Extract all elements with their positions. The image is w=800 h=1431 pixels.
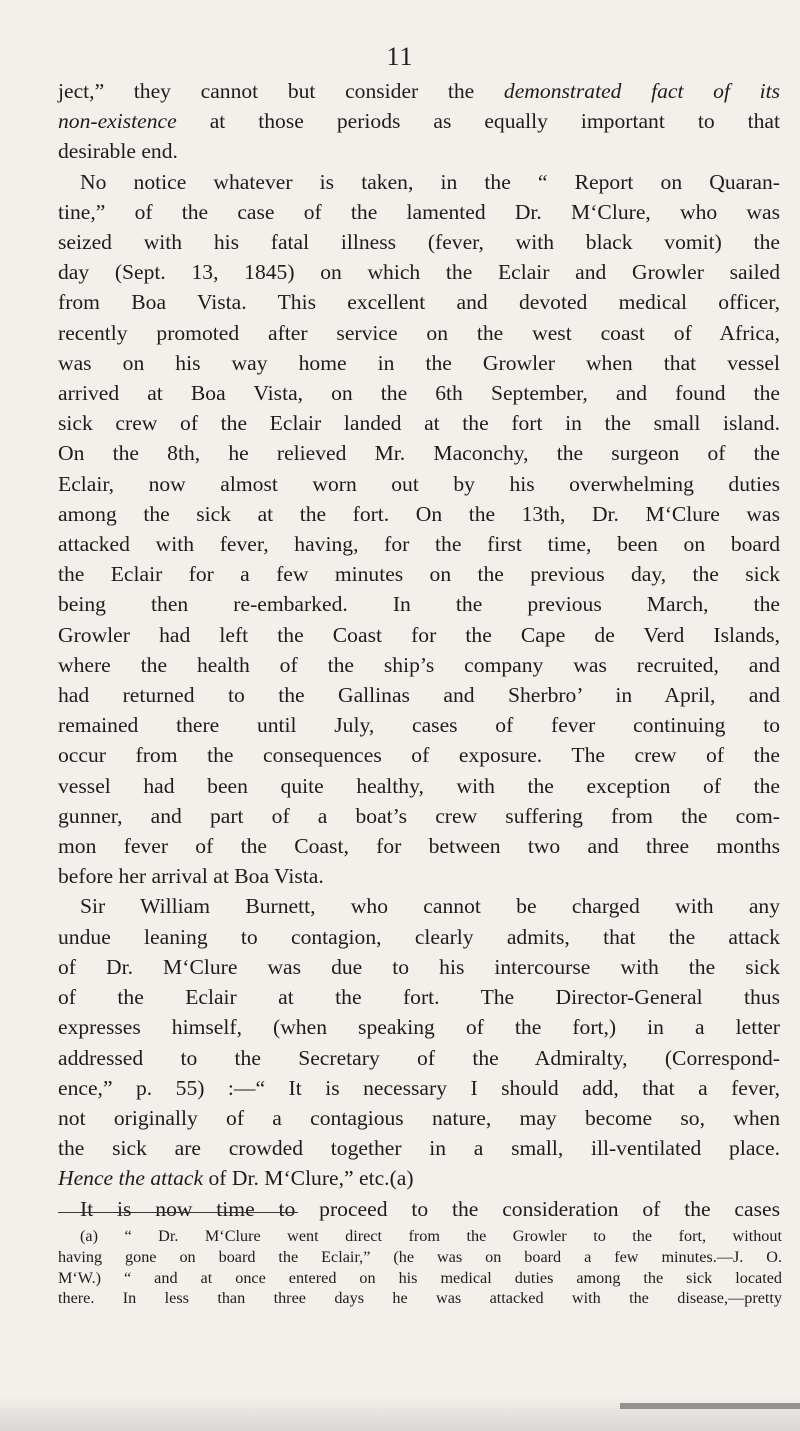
text-line — [58, 952, 780, 982]
italic-text: non-existence — [58, 109, 177, 134]
text-line — [58, 438, 780, 468]
text-segment: before her arrival at Boa Vista. — [58, 864, 324, 889]
text-segment: desirable end. — [58, 139, 178, 164]
text-line — [58, 891, 780, 921]
page-number: 11 — [386, 42, 414, 71]
text-line — [58, 469, 780, 499]
text-segment: occur from the consequences of exposure. The crew of the — [58, 743, 780, 768]
text-segment: had returned to the Gallinas and Sherbro’ in April, and — [58, 683, 780, 708]
footnote-line: M‘W.) “ and at once entered on his medical duties among the sick located — [58, 1268, 782, 1287]
text-segment: expresses himself, (when speaking of the fort,) in a letter — [58, 1015, 780, 1040]
text-line — [58, 1073, 780, 1103]
text-segment: being then re-embarked. In the previous March, the — [58, 592, 780, 617]
text-line — [58, 650, 780, 680]
text-segment: It is now time to proceed to the consideration of the cases — [80, 1196, 780, 1221]
text-line — [58, 287, 780, 317]
text-line — [58, 801, 780, 831]
text-line — [58, 1194, 780, 1224]
text-line — [58, 197, 780, 227]
text-line — [58, 106, 780, 136]
footnote-divider — [58, 1212, 298, 1213]
body-text — [58, 76, 780, 1224]
text-line — [58, 348, 780, 378]
footnote-line: having gone on board the Eclair,” (he was on board a few minutes.—J. O. — [58, 1247, 782, 1266]
text-line — [58, 1043, 780, 1073]
text-line — [58, 227, 780, 257]
page-edge-mark — [620, 1403, 800, 1409]
text-segment: undue leaning to contagion, clearly admits, that the attack — [58, 924, 780, 949]
text-line — [58, 831, 780, 861]
text-segment: of Dr. M‘Clure,” etc.(a) — [203, 1166, 414, 1191]
text-line — [58, 378, 780, 408]
text-segment: On the 8th, he relieved Mr. Maconchy, the surgeon of the — [58, 441, 780, 466]
text-line — [58, 710, 780, 740]
text-segment: recently promoted after service on the west coast of Africa, — [58, 320, 780, 345]
text-line — [58, 771, 780, 801]
text-line — [58, 76, 780, 106]
text-line — [58, 167, 780, 197]
text-segment: not originally of a contagious nature, may become so, when — [58, 1105, 780, 1130]
text-line — [58, 922, 780, 952]
text-line — [58, 982, 780, 1012]
text-segment: remained there until July, cases of fever continuing to — [58, 713, 780, 738]
text-segment: ject,” they cannot but consider the — [58, 79, 504, 103]
text-line — [58, 408, 780, 438]
text-line — [58, 136, 780, 166]
text-line — [58, 1163, 780, 1193]
text-line — [58, 589, 780, 619]
text-segment: at those periods as equally important to that — [176, 109, 780, 134]
text-segment: No notice whatever is taken, in the “ Report on Quaran- — [80, 169, 780, 194]
text-line — [58, 1103, 780, 1133]
text-segment: from Boa Vista. This excellent and devoted medical officer, — [58, 290, 780, 315]
text-segment: Sir William Burnett, who cannot be charged with any — [80, 894, 780, 919]
text-segment: of Dr. M‘Clure was due to his intercourse with the sick — [58, 954, 780, 979]
text-segment: sick crew of the Eclair landed at the fort in the small island. — [58, 411, 780, 436]
text-line — [58, 861, 780, 891]
footnote — [58, 1226, 782, 1309]
text-segment: among the sick at the fort. On the 13th, Dr. M‘Clure was — [58, 501, 780, 526]
text-segment: the sick are crowded together in a small, ill-ventilated place. — [58, 1136, 780, 1161]
text-line — [58, 740, 780, 770]
italic-text: demonstrated fact of its — [503, 79, 781, 103]
text-line — [58, 257, 780, 287]
text-segment: was on his way home in the Growler when that vessel — [58, 350, 780, 375]
text-segment: where the health of the ship’s company was recruited, and — [58, 652, 780, 677]
text-segment: of the Eclair at the fort. The Director-General thus — [58, 985, 780, 1010]
text-segment: vessel had been quite healthy, with the exception of the — [58, 773, 780, 798]
text-line — [58, 620, 780, 650]
text-line — [58, 680, 780, 710]
text-line — [58, 559, 780, 589]
text-segment: seized with his fatal illness (fever, with black vomit) the — [58, 230, 780, 255]
text-segment: ence,” p. 55) :—“ It is necessary I should add, that a fever, — [58, 1075, 780, 1100]
footnote-line: (a) “ Dr. M‘Clure went direct from the Growler to the fort, without — [80, 1227, 782, 1245]
text-line — [58, 499, 780, 529]
footnote-line: there. In less than three days he was attacked with the disease,—pretty — [58, 1289, 782, 1308]
text-segment: addressed to the Secretary of the Admiralty, (Correspond- — [58, 1045, 780, 1070]
text-segment: mon fever of the Coast, for between two and three months — [58, 834, 780, 859]
text-line — [58, 1133, 780, 1163]
text-segment: the Eclair for a few minutes on the previous day, the sick — [58, 562, 780, 587]
text-segment: day (Sept. 13, 1845) on which the Eclair and Growler sailed — [58, 260, 780, 285]
text-line — [58, 529, 780, 559]
text-segment: arrived at Boa Vista, on the 6th September, and found the — [58, 381, 780, 406]
text-segment: Growler had left the Coast for the Cape de Verd Islands, — [58, 622, 780, 647]
text-segment: gunner, and part of a boat’s crew suffering from the com- — [58, 803, 780, 828]
page-edge-shadow — [0, 1371, 800, 1431]
text-segment: attacked with fever, having, for the first time, been on board — [58, 532, 780, 557]
text-line — [58, 1012, 780, 1042]
text-line — [58, 318, 780, 348]
text-segment: tine,” of the case of the lamented Dr. M‘Clure, who was — [58, 199, 780, 224]
text-segment: Eclair, now almost worn out by his overwhelming duties — [58, 471, 780, 496]
italic-text: Hence the attack — [58, 1166, 204, 1191]
